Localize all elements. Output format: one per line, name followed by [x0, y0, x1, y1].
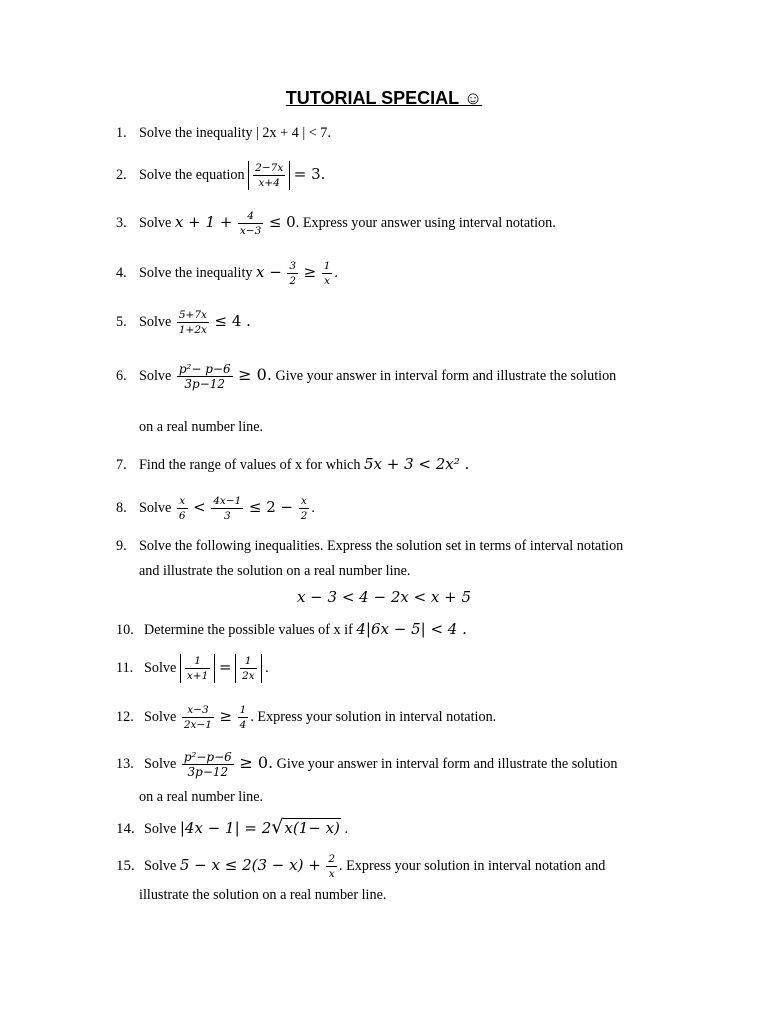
- math-expression: ≤ 0: [268, 212, 296, 231]
- question-text-tail: Give your answer in interval form and illustrate the solution: [275, 367, 617, 384]
- question-9-continuation: and illustrate the solution on a real number line.: [139, 563, 411, 579]
- question-number: 15.: [116, 857, 135, 874]
- question-text: Solve: [144, 659, 177, 676]
- question-text: Solve: [139, 313, 172, 330]
- numerator: x: [299, 495, 310, 509]
- question-5: [116, 309, 708, 336]
- numerator: 4: [238, 210, 263, 224]
- numerator: 5+7x: [178, 309, 207, 321]
- absolute-value: [248, 161, 290, 190]
- denominator: 3p−12: [184, 377, 226, 391]
- numerator: 1: [323, 260, 331, 272]
- question-text: Solve the following inequalities. Express the solution set in terms of interval notation: [139, 538, 624, 554]
- math-expression: x −: [256, 262, 282, 281]
- question-number: 14.: [116, 821, 135, 837]
- math-expression: 5x + 3 < 2x² .: [363, 455, 470, 473]
- question-text-tail: .: [344, 821, 348, 837]
- absolute-value: [235, 654, 262, 683]
- question-number: 9.: [116, 538, 127, 554]
- denominator: 1+2x: [178, 324, 207, 336]
- question-number: 4.: [116, 264, 127, 281]
- denominator: 2: [300, 510, 308, 522]
- question-text: Solve the equation: [139, 166, 245, 183]
- numerator: 3: [289, 260, 297, 272]
- question-13-continuation: on a real number line.: [139, 789, 264, 805]
- question-text: Solve: [144, 708, 177, 725]
- question-text: Determine the possible values of x if: [144, 622, 353, 638]
- question-number: 3.: [116, 214, 127, 231]
- denominator: x: [324, 275, 331, 287]
- question-text: Solve: [139, 367, 172, 384]
- numerator: p²−p−6: [183, 750, 232, 764]
- denominator: 3p−12: [187, 765, 229, 779]
- question-text-tail: .: [311, 499, 315, 516]
- question-number: 5.: [116, 313, 127, 330]
- numerator: 4x−1: [213, 495, 242, 507]
- denominator: x+4: [258, 177, 280, 189]
- math-operator: =: [218, 657, 232, 676]
- question-10: [116, 620, 708, 639]
- question-text-tail: .: [334, 264, 338, 281]
- question-9: [116, 537, 708, 555]
- question-text: Find the range of values of x for which: [139, 457, 361, 473]
- numerator: 1: [185, 655, 210, 669]
- question-3: [116, 210, 708, 237]
- page-title: TUTORIAL SPECIAL ☺: [285, 88, 483, 108]
- math-operator: ≥: [219, 706, 233, 725]
- question-text: Solve: [139, 499, 172, 516]
- question-13: [116, 751, 708, 778]
- question-text: Solve: [144, 755, 177, 772]
- question-text: Solve: [144, 857, 177, 874]
- math-expression: |4x − 1| = 2: [179, 819, 272, 837]
- math-expression: ≤ 4 .: [214, 311, 251, 330]
- question-1: [116, 124, 708, 142]
- numerator: x−3: [182, 704, 214, 718]
- math-operator: ≥: [303, 262, 317, 281]
- numerator: 1: [240, 655, 257, 669]
- question-15-continuation: illustrate the solution on a real number line.: [139, 887, 387, 903]
- denominator: 2x: [241, 670, 255, 682]
- numerator: p²− p−6: [178, 362, 231, 376]
- question-9-expression: x − 3 < 4 − 2x < x + 5: [296, 588, 472, 606]
- question-text: Solve: [144, 821, 177, 837]
- question-number: 10.: [116, 622, 134, 638]
- denominator: 3: [223, 510, 231, 522]
- radicand: x(1− x): [284, 819, 340, 837]
- math-expression: ≤ 2 −: [248, 497, 294, 516]
- denominator: x+1: [186, 670, 209, 682]
- question-8: [116, 495, 708, 522]
- question-number: 1.: [116, 125, 127, 141]
- question-4: [116, 260, 708, 287]
- math-expression: ≥ 0.: [238, 364, 272, 384]
- question-text-tail: . Express your solution in interval notation.: [250, 708, 497, 725]
- question-7: [116, 455, 708, 474]
- denominator: x−3: [239, 225, 262, 237]
- question-15: [116, 853, 708, 880]
- numerator: x: [177, 495, 188, 509]
- denominator: 2: [289, 275, 297, 287]
- question-text-tail: Give your answer in interval form and illustrate the solution: [276, 755, 618, 772]
- question-2: [116, 161, 708, 190]
- numerator: 2: [328, 853, 336, 865]
- question-number: 8.: [116, 499, 127, 516]
- denominator: 6: [178, 510, 186, 522]
- question-text-tail: . Express your solution in interval notation and: [339, 857, 606, 874]
- question-text: Solve: [139, 214, 172, 231]
- question-6-continuation: on a real number line.: [139, 419, 264, 435]
- question-number: 12.: [116, 708, 134, 725]
- numerator: 1: [239, 704, 247, 716]
- question-6: [116, 363, 708, 390]
- math-operator: <: [193, 497, 206, 516]
- equation-rhs: = 3.: [293, 164, 326, 183]
- question-text: Solve the inequality | 2x + 4 | < 7.: [139, 125, 331, 141]
- question-number: 6.: [116, 367, 127, 384]
- square-root-icon: √: [271, 816, 284, 838]
- math-expression: 5 − x ≤ 2(3 − x) +: [179, 855, 321, 874]
- question-number: 11.: [116, 659, 134, 676]
- denominator: x: [328, 868, 335, 880]
- question-number: 13.: [116, 755, 134, 772]
- numerator: 2−7x: [255, 162, 284, 174]
- absolute-value: [180, 654, 215, 683]
- question-11: [116, 654, 708, 683]
- math-expression: 4|6x − 5| < 4 .: [356, 620, 467, 638]
- question-number: 2.: [116, 166, 127, 183]
- question-text-tail: . Express your answer using interval notation.: [295, 214, 556, 231]
- question-text-tail: .: [265, 659, 269, 676]
- question-14: [116, 818, 708, 838]
- denominator: 2x−1: [183, 719, 212, 731]
- math-expression: ≥ 0.: [239, 752, 274, 772]
- question-12: [116, 704, 708, 731]
- denominator: 4: [239, 719, 247, 731]
- math-expression: x + 1 +: [174, 212, 233, 231]
- question-text: Solve the inequality: [139, 264, 253, 281]
- question-number: 7.: [116, 457, 127, 473]
